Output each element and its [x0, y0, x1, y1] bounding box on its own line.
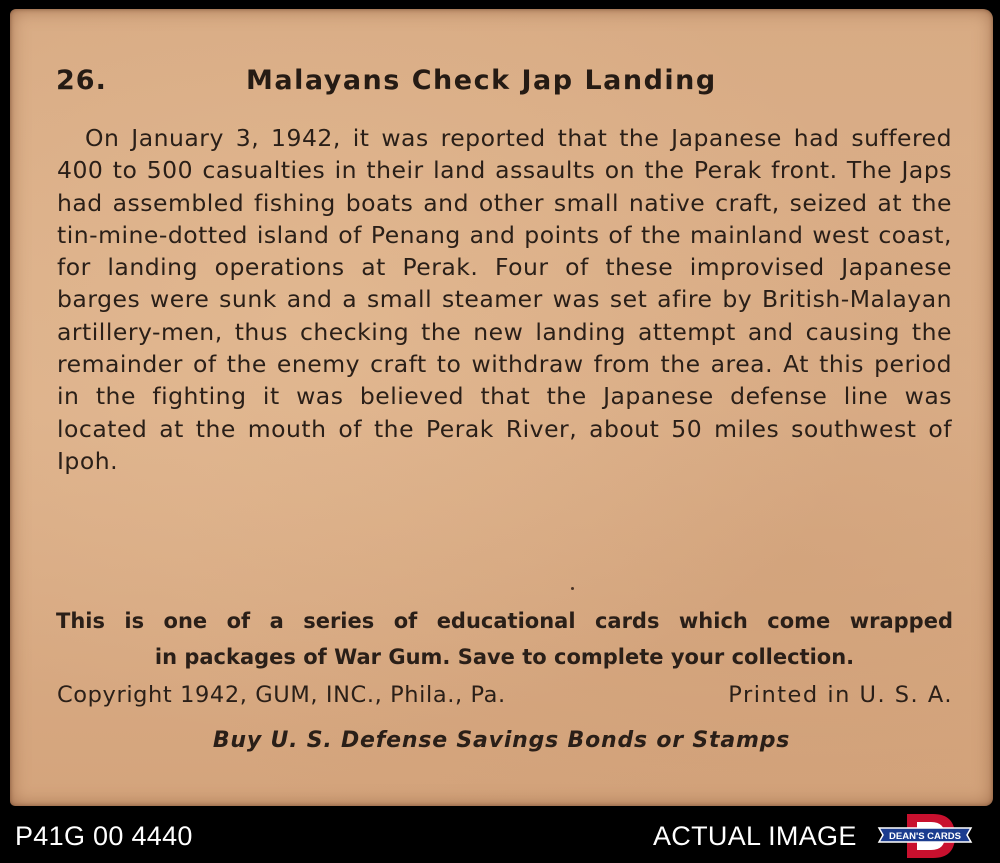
defense-bonds-slogan: Buy U. S. Defense Savings Bonds or Stamps — [212, 728, 791, 753]
card-number: 26. — [56, 65, 107, 96]
copyright-notice: Copyright 1942, GUM, INC., Phila., Pa. — [57, 682, 506, 708]
card-body-text: On January 3, 1942, it was reported that the Japanese had suffered 400 to 500 casualties in their land assaults on the Perak front. The Japs had assembled fishing boats and other small native craft, seized at the tin-mine-dotted island of Penang and points of the mainland west coast, for landing operations at Perak. Four of these improvised Japanese barges were sunk and a small steamer was set afire by British-Malayan artillery-men, thus checking the new landing attempt and causing the remainder of the enemy craft to withdraw from the area. At this period in the fighting it was believed that the Japanese defense line was located at the mouth of the Perak River, about 50 miles southwest of Ipoh. — [57, 124, 952, 475]
paper-speck — [571, 587, 574, 590]
logo-text: DEAN'S CARDS — [889, 831, 961, 842]
series-note-line-2: in packages of War Gum. Save to complete your collection. — [154, 645, 855, 669]
printed-in-notice: Printed in U. S. A. — [728, 682, 953, 708]
deans-cards-logo-icon — [877, 812, 973, 860]
trading-card-back — [10, 9, 993, 806]
actual-image-label: ACTUAL IMAGE — [653, 821, 857, 851]
series-note — [56, 603, 953, 675]
card-title: Malayans Check Jap Landing — [246, 65, 717, 96]
item-id: P41G 00 4440 — [15, 821, 193, 851]
series-note-line-1: This is one of a series of educational cards which come wrapped — [56, 609, 953, 633]
